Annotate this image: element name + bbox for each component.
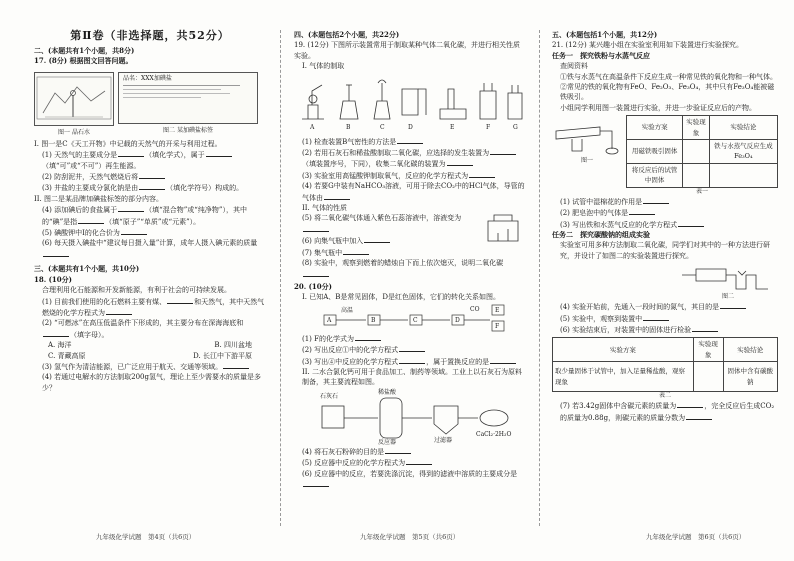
answer-blank[interactable]: [206, 149, 232, 157]
q19-part-7: (7) 集气瓶中: [294, 247, 482, 258]
q20-part-5: (5) 反应器中反应的化学方程式为: [294, 457, 526, 468]
answer-blank[interactable]: [490, 356, 516, 364]
reference-1: ①铁与水蒸气在高温条件下反应生成一种常见铁的氧化物和一种气体。: [560, 72, 777, 81]
figure-2: [118, 69, 258, 137]
iron-steam-apparatus: [552, 113, 622, 157]
figure-1-drawing: [34, 72, 114, 126]
answer-blank[interactable]: [643, 313, 669, 321]
q19-part-5: (5) 将二氧化碳气体通入紫色石蕊溶液中，溶液变为: [294, 213, 482, 235]
node-C: C: [413, 316, 418, 324]
task-1-q3: (3) 写出铁和水蒸气反应的化学方程式: [552, 219, 778, 230]
q20-part-3: (3) 写出④中反应的化学方程式 ，属于置换反应的是: [294, 356, 526, 367]
figure-1: [34, 69, 114, 137]
q17-stem: I. 图一是C《天工开物》中记载的天然气的开采与利用过程。: [34, 139, 222, 148]
answer-blank[interactable]: [355, 333, 381, 341]
option-b[interactable]: B. 四川盆地: [214, 341, 252, 350]
answer-blank[interactable]: [167, 296, 193, 304]
table-cell: 用磁铁吸引固体: [627, 140, 683, 164]
table-row: [553, 362, 778, 392]
node-F: F: [495, 322, 500, 330]
label-B: B: [346, 123, 351, 131]
answer-blank[interactable]: [490, 147, 516, 155]
answer-blank[interactable]: [399, 356, 425, 364]
flow-limestone: 石灰石: [320, 392, 339, 400]
figure-2-row: [552, 261, 778, 301]
q18-stem: 合理利用化石能源和开发新能源，有利于社会的可持续发展。: [42, 286, 231, 295]
page-footer-6: 九年级化学试题 第6页（共6页）: [646, 533, 746, 541]
table-header: [553, 338, 778, 362]
q17-part-3: (3) 井盐的主要成分氯化钠是由 （填化学符号）构成的。: [42, 184, 244, 193]
answer-blank[interactable]: [106, 307, 132, 315]
flow-filter: 过滤器: [434, 436, 453, 444]
figure-tag-1: 图一: [580, 157, 593, 165]
section-5-header: 五、(本题包括1个小题，共12分): [552, 30, 658, 39]
q19-part-4: (4) 若要G中装有NaHCO₃溶液，可用于除去CO₂中的HCl气体，导管的气体由: [302, 182, 525, 202]
answer-blank[interactable]: [469, 170, 495, 178]
gas-apparatus-drawing: [294, 75, 526, 123]
flow-hcl: 稀盐酸: [378, 388, 397, 396]
answer-blank[interactable]: [692, 324, 718, 332]
table-tag-1: 表一: [695, 187, 708, 195]
answer-blank[interactable]: [118, 149, 144, 157]
node-B: B: [371, 316, 376, 324]
task-2-q5: (5) 实验中，观察到装置中: [552, 313, 778, 324]
q20-part-1: (1) F的化学式为: [294, 333, 526, 344]
table-header: [627, 116, 778, 140]
answer-blank[interactable]: [447, 158, 473, 166]
task-2-q4: (4) 实验开始前，先通入一段时间的氮气，其目的是: [552, 301, 778, 312]
table-header-cell: 实验方案: [627, 116, 683, 140]
table-row: [627, 140, 778, 164]
table-header-cell: 实验结论: [709, 116, 777, 140]
candle-jar-drawing: [482, 213, 526, 243]
salt-label-brand: 品名：XXX加碘盐: [123, 74, 172, 82]
q20-title: 20. (10分): [294, 281, 332, 291]
q18-part-4: (4) 若通过电解水的方法制取200g氢气，理论上至少需要水的质量是多少？: [42, 373, 261, 392]
task-2-text: 实验室可用多种方法制取二氧化碳，同学们对其中的一种方法进行研究，并设计了如图二的实验装置进行探究。: [560, 241, 770, 260]
figure-tag-2: 图二: [721, 293, 734, 301]
conversion-chain: [294, 303, 526, 333]
table-header-cell: 实验方案: [553, 338, 694, 362]
label-G: G: [513, 123, 518, 131]
q20-section-I: I. 已知A、B是常见固体，D是红色固体，它们的转化关系如图。: [302, 293, 501, 302]
section-3-header: 三、(本题共有1个小题，共10分): [34, 264, 140, 274]
answer-blank[interactable]: [678, 219, 704, 227]
q17-part-4: (4) 添加碘后的食盐属于 （填“混合物”或“纯净物”），其中的“碘”是指 （填“原子”“单质”或“元素”）。: [42, 206, 247, 226]
q19-part-1: (1) 检查装置B气密性的方法是: [294, 136, 526, 147]
salt-label: [118, 72, 258, 124]
answer-blank[interactable]: [43, 329, 69, 337]
table-tag-2: 表二: [658, 392, 671, 400]
table-row: [627, 163, 778, 187]
node-D: D: [455, 316, 460, 324]
answer-blank[interactable]: [629, 207, 655, 215]
condition-high-temp: 高温: [341, 306, 354, 314]
answer-blank[interactable]: [399, 344, 425, 352]
q19-title: 19. (12分) 下图所示装置常用于制取某种气体二氧化碳，并进行相关性质实验。: [294, 41, 520, 60]
answer-blank[interactable]: [43, 249, 69, 257]
answer-blank[interactable]: [139, 182, 165, 190]
answer-blank[interactable]: [364, 235, 390, 243]
table-header-cell: 实验现象: [683, 116, 709, 140]
q18-options-row-1: [34, 340, 266, 350]
figure-1-caption: 图一 晶石水: [58, 128, 90, 136]
q20-section-II: II. 二水合氯化钙可用于食品加工、制药等领域。工业上以石灰石为原料制备，其主要流程如图。: [302, 367, 522, 387]
reference-heading: 查阅资料: [560, 62, 588, 71]
node-CO: CO: [470, 305, 480, 313]
flow-product: CaCl₂·2H₂O: [476, 430, 512, 438]
table-header-cell: 实验结论: [723, 338, 777, 362]
task-2-q6: (6) 实验结束后，对装置中的固体进行检验: [552, 324, 778, 335]
experiment-table-1: [626, 115, 778, 187]
q19-section-I: I. 气体的制取: [302, 62, 345, 71]
apparatus-figure: [294, 75, 526, 133]
part-title: 第Ⅱ卷（非选择题，共52分）: [70, 29, 230, 42]
label-A: A: [310, 123, 315, 131]
q17-part-2: (2) 防刮泥井，天然气燃烧后将: [34, 171, 266, 182]
page-footer-5: 九年级化学试题 第5页（共6页）: [360, 533, 460, 541]
task-2-title: 任务二 探究碳酸钠的组成实验: [552, 229, 650, 239]
q19-part-8: (8) 实验中，观察到燃着的蜡烛自下而上依次熄灭，说明二氧化碳: [294, 258, 526, 280]
answer-blank[interactable]: [397, 136, 423, 144]
table-cell: 取少量固体于试管中，加入足量稀盐酸，观察现象: [553, 362, 694, 392]
table-header-cell: 实验现象: [693, 338, 723, 362]
table-cell-blank[interactable]: [683, 140, 709, 164]
column-2: [294, 28, 526, 524]
q17-figures: [34, 69, 266, 137]
option-d[interactable]: D. 长江中下游平原: [193, 351, 252, 360]
column-3: [552, 28, 778, 524]
page-footer-4: 九年级化学试题 第4页（共6页）: [96, 533, 196, 541]
label-C: C: [380, 123, 385, 131]
experiment-table-2: [552, 337, 778, 392]
answer-blank[interactable]: [677, 400, 703, 408]
option-a[interactable]: A. 海洋: [48, 341, 72, 350]
q20-part-6: (6) 反应器中的反应，若要洗涤沉淀，得到的滤液中溶质的主要成分是: [294, 469, 526, 491]
option-c[interactable]: C. 青藏高原: [48, 351, 86, 360]
answer-blank[interactable]: [686, 412, 712, 420]
table-cell: 将反应后的试管中固体: [627, 163, 683, 187]
node-A: A: [327, 316, 332, 324]
flow-reactor: 反应器: [378, 438, 397, 446]
answer-blank[interactable]: [223, 361, 249, 369]
column-divider-1: [280, 30, 281, 526]
q18-title: 18. (10分): [34, 274, 72, 284]
reference-2: ②常见的铁的氧化物有FeO、Fe₂O₃、Fe₃O₄，其中只有Fe₃O₄能被磁铁吸引。: [560, 83, 775, 102]
q19-II-block: [294, 213, 526, 258]
q17-title: 17. (8分) 根据图文回答问题。: [34, 56, 133, 66]
task-1-title: 任务一 探究铁粉与水蒸气反应: [552, 50, 650, 60]
q17-section-II: II. 图二是某品牌加碘盐标签的部分内容。: [34, 194, 163, 203]
task-1-q2: (2) 肥皂泡中的气体是: [552, 207, 778, 218]
apparatus-labels: [294, 123, 526, 132]
q18-options-row-2: [34, 351, 266, 361]
section-4-header: 四、(本题包括2个小题，共22分): [294, 30, 400, 39]
task-1-figure-row: [552, 113, 778, 195]
answer-blank[interactable]: [720, 301, 746, 309]
q17-part-6: (6) 每天摄入碘盐中“建议每日摄入量”计算，成年人摄入碘元素的质量: [34, 238, 266, 260]
salt-well-illustration: [35, 73, 113, 123]
answer-blank[interactable]: [343, 247, 369, 255]
q18-part-1: (1) 目前我们使用的化石燃料主要有煤、 和天然气，其中天然气燃烧的化学方程式为: [42, 297, 265, 317]
table-cell-blank[interactable]: [693, 362, 723, 392]
answer-blank[interactable]: [78, 216, 104, 224]
task-1-experiment: 小组同学利用图一装置进行实验，并进一步验证反应后的产物。: [560, 103, 756, 112]
answer-blank[interactable]: [139, 171, 165, 179]
q19-section-II: II. 气体的性质: [302, 204, 347, 213]
q21-title: 21. (12分) 某兴趣小组在实验室利用如下装置进行实验探究。: [552, 41, 743, 50]
section-2-header: 二、(本题共有1个小题，共8分): [34, 46, 135, 55]
q17-part-5: (5) 碘酸钾中I的化合价为: [34, 227, 266, 238]
label-D: D: [408, 123, 413, 131]
table-cell-blank[interactable]: [683, 163, 709, 187]
answer-blank[interactable]: [303, 224, 329, 232]
label-F: F: [486, 123, 491, 131]
column-1: [34, 28, 266, 524]
task-2-q7: (7) 若3.42g固体中含碳元素的质量为 ，完全反应后生成CO₂的质量为0.88g，则碳元素的质量分数为: [560, 402, 775, 422]
decomposition-apparatus: [678, 261, 778, 293]
answer-blank[interactable]: [324, 192, 350, 200]
answer-blank[interactable]: [121, 227, 147, 235]
answer-blank[interactable]: [406, 457, 432, 465]
table-cell: 固体中含有碳酸钠: [723, 362, 777, 392]
q18-part-3: (3) 氢气作为清洁能源，已广泛应用于航天、交通等领域。: [34, 361, 266, 372]
q19-part-3: (3) 实验室用高锰酸钾制取氧气，反应的化学方程式为: [294, 170, 526, 181]
answer-blank[interactable]: [118, 204, 144, 212]
figure-2-caption: 图二 某加碘盐标签: [163, 126, 213, 134]
answer-blank[interactable]: [303, 479, 329, 487]
q18-part-2: (2) “可燃冰”在高压低温条件下形成的，其主要分布在深海海底和（填字母）。: [42, 319, 244, 339]
table-cell-blank[interactable]: [709, 163, 777, 187]
q20-part-2: (2) 写出反应①中的化学方程式: [294, 344, 526, 355]
q19-part-2: (2) 若用石灰石和稀盐酸制取二氧化碳，应选择的发生装置为（填装置序号，下同），收集二氧化碳的装置为: [294, 147, 526, 170]
table-cell: 铁与水蒸气反应生成Fe₃O₄: [709, 140, 777, 164]
task-1-q1: (1) 试管中湿棉花的作用是: [552, 196, 778, 207]
process-flow: [294, 388, 526, 446]
answer-blank[interactable]: [643, 196, 669, 204]
q17-part-1: (1) 天然气的主要成分是 （填化学式），属于（填“可”或“不可”）再生能源。: [34, 149, 266, 171]
node-E: E: [495, 306, 500, 314]
answer-blank[interactable]: [303, 269, 329, 277]
column-divider-2: [539, 30, 540, 526]
q19-part-6: (6) 向集气瓶中加入: [294, 235, 482, 246]
q20-part-4: (4) 将石灰石粉碎的目的是: [294, 446, 526, 457]
label-E: E: [450, 123, 455, 131]
